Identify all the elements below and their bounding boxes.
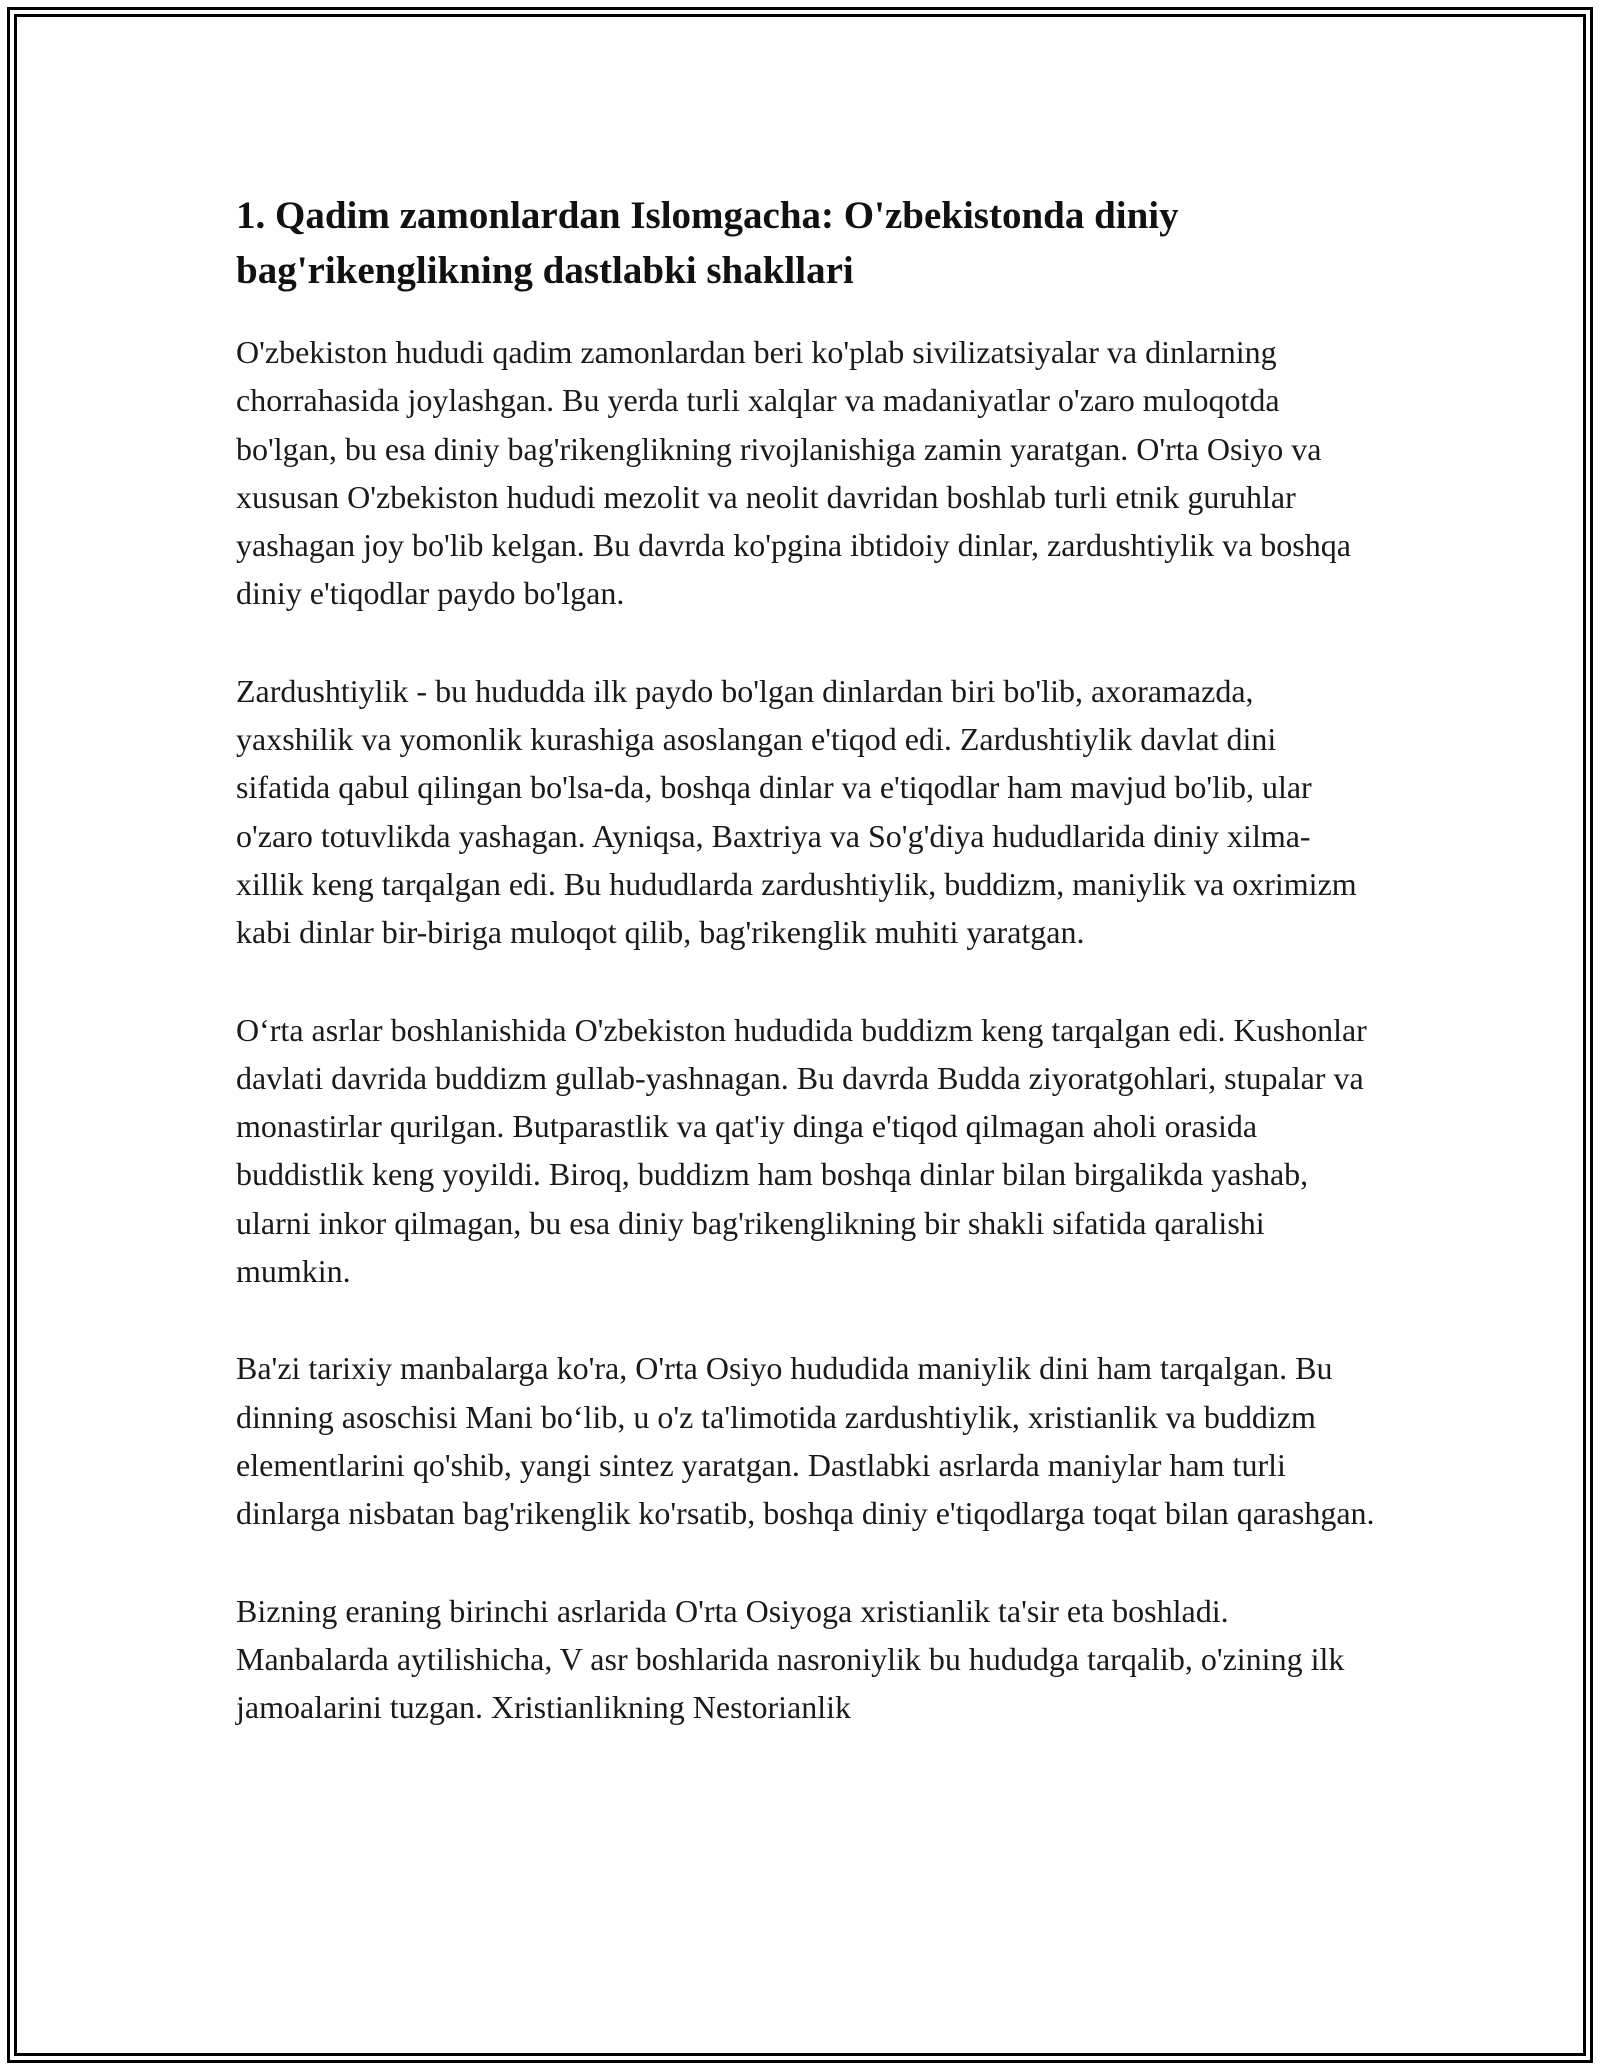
paragraph-3: O‘rta asrlar boshlanishida O'zbekiston hududida buddizm keng tarqalgan edi. Kushonlar davlati davrida buddizm gullab-yashnagan. Bu davrda Budda ziyoratgohlari, stupalar va monastirlar qurilgan. Butparastlik va qat'iy dinga e'tiqod qilmagan aholi orasida buddistlik keng yoyildi. Biroq, buddizm ham boshqa dinlar bilan birgalikda yashab, ularni inkor qilmagan, bu esa diniy bag'rikenglikning bir shakli sifatida qaralishi mumkin.: [236, 1011, 1367, 1290]
section-heading: 1. Qadim zamonlardan Islomgacha: O'zbekistonda diniy bag'rikenglikning dastlabki shakllari: [236, 194, 1179, 292]
paragraph-1: O'zbekiston hududi qadim zamonlardan beri ko'plab sivilizatsiyalar va dinlarning chorrahasida joylashgan. Bu yerda turli xalqlar va madaniyatlar o'zaro muloqotda bo'lgan, bu esa diniy bag'rikenglikning rivojlanishiga zamin yaratgan. O'rta Osiyo va xususan O'zbekiston hududi mezolit va neolit davridan boshlab turli etnik guruhlar yashagan joy bo'lib kelgan. Bu davrda ko'pgina ibtidoiy dinlar, zardushtiylik va boshqa diniy e'tiqodlar paydo bo'lgan.: [236, 334, 1351, 612]
document-body: [236, 188, 1376, 1780]
paragraph-4: Ba'zi tarixiy manbalarga ko'ra, O'rta Osiyo hududida maniylik dini ham tarqalgan. Bu dinning asoschisi Mani bo‘lib, u o'z ta'limotida zardushtiylik, xristianlik va buddizm elementlarini qo'shib, yangi sintez yaratgan. Dastlabki asrlarda maniylar ham turli dinlarga nisbatan bag'rikenglik ko'rsatib, boshqa diniy e'tiqodlarga toqat bilan qarashgan.: [236, 1350, 1375, 1532]
paragraph-5: Bizning eraning birinchi asrlarida O'rta Osiyoga xristianlik ta'sir eta boshladi. Manbalarda aytilishicha, V asr boshlarida nasroniylik bu hududga tarqalib, o'zining ilk jamoalarini tuzgan. Xristianlikning Nestorianlik: [236, 1592, 1345, 1726]
paragraph-2: Zardushtiylik - bu hududda ilk paydo bo'lgan dinlardan biri bo'lib, axoramazda, yaxshilik va yomonlik kurashiga asoslangan e'tiqod edi. Zardushtiylik davlat dini sifatida qabul qilingan bo'lsa-da, boshqa dinlar va e'tiqodlar ham mavjud bo'lib, ular o'zaro totuvlikda yashagan. Ayniqsa, Baxtriya va So'g'diya hududlarida diniy xilma-xillik keng tarqalgan edi. Bu hududlarda zardushtiylik, buddizm, maniylik va oxrimizm kabi dinlar bir-biriga muloqot qilib, bag'rikenglik muhiti yaratgan.: [236, 672, 1357, 951]
